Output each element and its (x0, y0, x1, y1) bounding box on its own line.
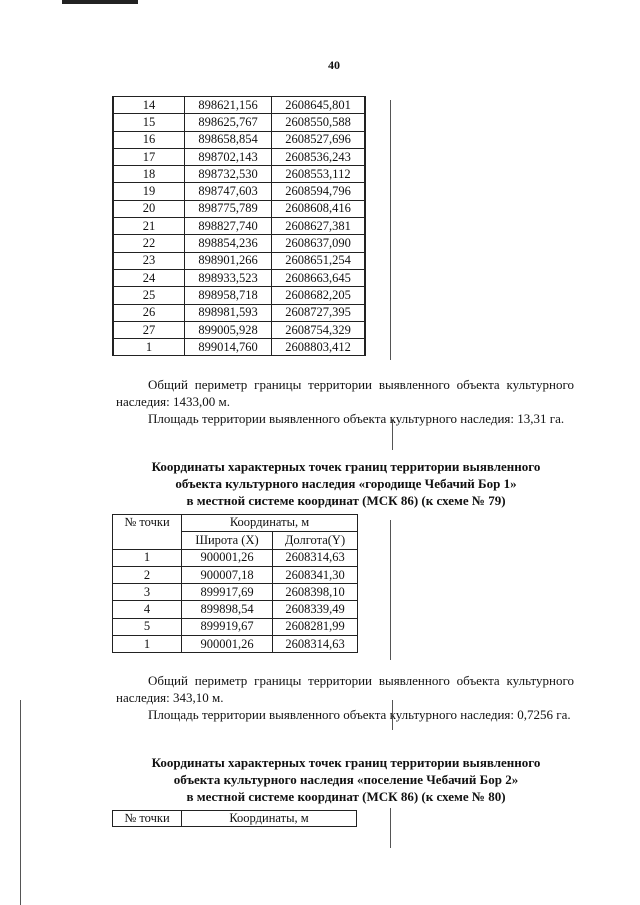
table-row (113, 287, 365, 304)
x-coordinate-cell: 899898,54 (182, 601, 273, 618)
x-coordinate-cell: 898625,767 (185, 114, 272, 131)
table-row (113, 131, 365, 148)
y-coordinate-cell: 2608527,696 (272, 131, 366, 148)
table-row (113, 148, 365, 165)
table-row (113, 566, 358, 583)
table-row (113, 304, 365, 321)
y-coordinate-cell: 2608803,412 (272, 339, 366, 356)
y-coordinate-cell: 2608550,588 (272, 114, 366, 131)
point-number-cell: 4 (113, 601, 182, 618)
scan-artifact-line (390, 808, 391, 848)
y-coordinate-cell: 2608341,30 (273, 566, 358, 583)
x-coordinate-cell: 899919,67 (182, 618, 273, 635)
point-number-cell: 24 (113, 269, 185, 286)
y-coordinate-cell: 2608608,416 (272, 200, 366, 217)
point-number-cell: 5 (113, 618, 182, 635)
x-coordinate-cell: 898732,530 (185, 166, 272, 183)
column-header-longitude: Долгота(Y) (273, 532, 358, 549)
table-row (113, 252, 365, 269)
point-number-cell: 21 (113, 218, 185, 235)
scan-artifact-line (390, 520, 391, 660)
x-coordinate-cell: 900007,18 (182, 566, 273, 583)
x-coordinate-cell: 898775,789 (185, 200, 272, 217)
y-coordinate-cell: 2608339,49 (273, 601, 358, 618)
x-coordinate-cell: 898658,854 (185, 131, 272, 148)
column-header-coordinates: Координаты, м (182, 811, 357, 827)
y-coordinate-cell: 2608314,63 (273, 636, 358, 653)
table-row (113, 549, 358, 566)
point-number-cell: 18 (113, 166, 185, 183)
coordinates-table (112, 514, 358, 653)
y-coordinate-cell: 2608594,796 (272, 183, 366, 200)
section-heading: Координаты характерных точек границ территории выявленного объекта культурного наследия «поселение Чебачий Бор 2» в местной системе координат (МСК 86) (к схеме № 80) (151, 755, 541, 804)
y-coordinate-cell: 2608281,99 (273, 618, 358, 635)
area-paragraph: Площадь территории выявленного объекта культурного наследия: 13,31 га. (148, 411, 565, 426)
point-number-cell: 16 (113, 131, 185, 148)
x-coordinate-cell: 900001,26 (182, 636, 273, 653)
column-header-latitude: Широта (X) (182, 532, 273, 549)
point-number-cell: 2 (113, 566, 182, 583)
x-coordinate-cell: 898933,523 (185, 269, 272, 286)
scan-artifact-line (20, 700, 21, 905)
perimeter-paragraph: Общий периметр границы территории выявленного объекта культурного наследия: 1433,00 м. (116, 377, 574, 409)
point-number-cell: 19 (113, 183, 185, 200)
column-header-point: № точки (113, 811, 182, 827)
table-row (113, 183, 365, 200)
point-number-cell: 25 (113, 287, 185, 304)
table-row (113, 269, 365, 286)
point-number-cell: 23 (113, 252, 185, 269)
table-row (113, 218, 365, 235)
y-coordinate-cell: 2608754,329 (272, 321, 366, 338)
point-number-cell: 1 (113, 549, 182, 566)
page-number: 40 (328, 58, 340, 72)
y-coordinate-cell: 2608553,112 (272, 166, 366, 183)
table-row (113, 618, 358, 635)
column-header-coordinates: Координаты, м (182, 515, 358, 532)
point-number-cell: 20 (113, 200, 185, 217)
perimeter-paragraph: Общий периметр границы территории выявленного объекта культурного наследия: 343,10 м. (116, 673, 574, 705)
point-number-cell: 26 (113, 304, 185, 321)
table-row (113, 636, 358, 653)
y-coordinate-cell: 2608314,63 (273, 549, 358, 566)
y-coordinate-cell: 2608627,381 (272, 218, 366, 235)
x-coordinate-cell: 898981,593 (185, 304, 272, 321)
y-coordinate-cell: 2608727,395 (272, 304, 366, 321)
scan-top-mark (62, 0, 138, 4)
x-coordinate-cell: 898702,143 (185, 148, 272, 165)
y-coordinate-cell: 2608663,645 (272, 269, 366, 286)
point-number-cell: 17 (113, 148, 185, 165)
table-row (113, 584, 358, 601)
y-coordinate-cell: 2608536,243 (272, 148, 366, 165)
table-row (113, 339, 365, 356)
table-row (113, 114, 365, 131)
x-coordinate-cell: 899005,928 (185, 321, 272, 338)
y-coordinate-cell: 2608398,10 (273, 584, 358, 601)
point-number-cell: 27 (113, 321, 185, 338)
y-coordinate-cell: 2608645,801 (272, 97, 366, 114)
table-row (113, 166, 365, 183)
point-number-cell: 22 (113, 235, 185, 252)
coordinates-table (112, 810, 357, 827)
area-paragraph: Площадь территории выявленного объекта культурного наследия: 0,7256 га. (148, 707, 571, 722)
x-coordinate-cell: 898901,266 (185, 252, 272, 269)
table-row (113, 321, 365, 338)
x-coordinate-cell: 899917,69 (182, 584, 273, 601)
column-header-point: № точки (113, 515, 182, 550)
x-coordinate-cell: 898827,740 (185, 218, 272, 235)
x-coordinate-cell: 898958,718 (185, 287, 272, 304)
section-heading: Координаты характерных точек границ территории выявленного объекта культурного наследия «городище Чебачий Бор 1» в местной системе координат (МСК 86) (к схеме № 79) (151, 459, 541, 508)
y-coordinate-cell: 2608682,205 (272, 287, 366, 304)
y-coordinate-cell: 2608637,090 (272, 235, 366, 252)
x-coordinate-cell: 898747,603 (185, 183, 272, 200)
x-coordinate-cell: 899014,760 (185, 339, 272, 356)
point-number-cell: 1 (113, 636, 182, 653)
table-row (113, 97, 365, 114)
table-row (113, 200, 365, 217)
table-row (113, 601, 358, 618)
x-coordinate-cell: 898621,156 (185, 97, 272, 114)
table-row (113, 235, 365, 252)
point-number-cell: 14 (113, 97, 185, 114)
y-coordinate-cell: 2608651,254 (272, 252, 366, 269)
point-number-cell: 3 (113, 584, 182, 601)
x-coordinate-cell: 898854,236 (185, 235, 272, 252)
scan-artifact-line (390, 100, 391, 360)
point-number-cell: 1 (113, 339, 185, 356)
x-coordinate-cell: 900001,26 (182, 549, 273, 566)
point-number-cell: 15 (113, 114, 185, 131)
coordinates-table-continued (112, 96, 366, 356)
